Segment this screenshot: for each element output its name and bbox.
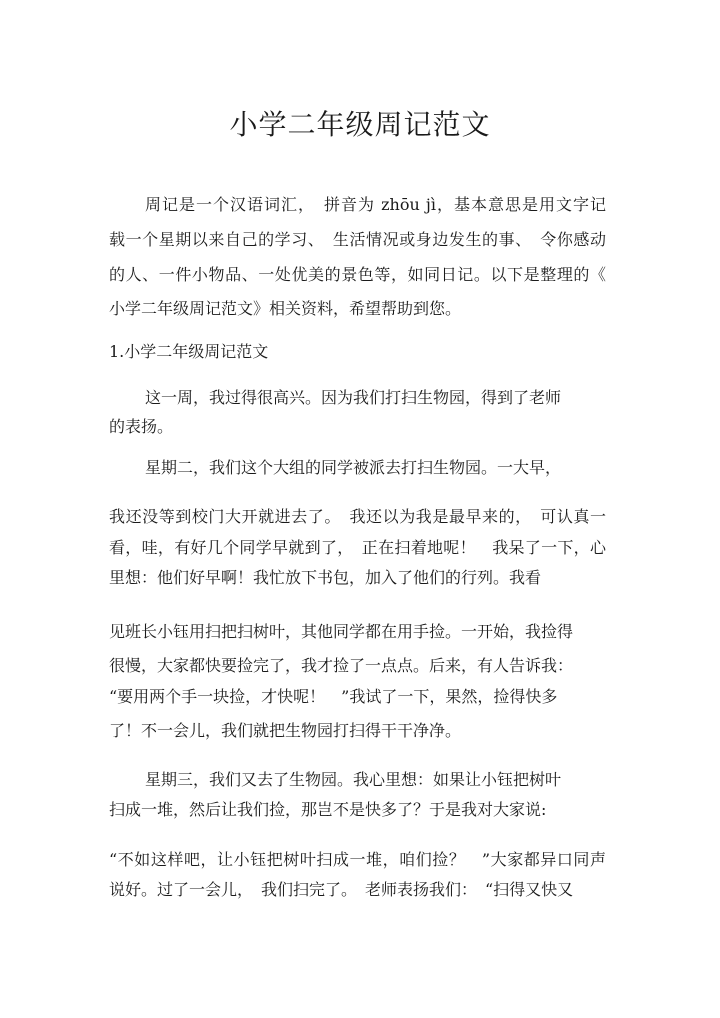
body-line: 了！不一会儿，我们就把生物园打扫得干干净净。	[109, 721, 462, 740]
body-line: 的表扬。	[109, 417, 174, 436]
body-line: 见班长小钰用扫把扫树叶，其他同学都在用手捡。一开始，我捡得	[109, 622, 574, 641]
intro-line: 载一个星期以来自己的学习、 生活情况或身边发生的事、 令你感动	[109, 230, 606, 249]
intro-line: 小学二年级周记范文》相关资料，希望帮助到您。	[109, 299, 462, 318]
document-title: 小学二年级周记范文	[229, 108, 491, 141]
body-line: 很慢，大家都快要捡完了，我才捡了一点点。后来，有人告诉我：	[109, 656, 574, 675]
body-line: 这一周，我过得很高兴。因为我们打扫生物园，得到了老师	[145, 388, 562, 407]
intro-line: 的人、一件小物品、一处优美的景色等，如同日记。以下是整理的《	[109, 265, 606, 284]
body-line: “要用两个手一块捡，才快呢！ ”我试了一下，果然，捡得快多	[109, 687, 558, 706]
body-line: 里想：他们好早啊！我忙放下书包，加入了他们的行列。我看	[109, 568, 542, 587]
intro-line: 周记是一个汉语词汇， 拼音为 zhōu jì，基本意思是用文字记	[145, 195, 606, 214]
body-line: 扫成一堆，然后让我们捡，那岂不是快多了？于是我对大家说:	[109, 800, 547, 819]
body-line: 说好。过了一会儿， 我们扫完了。 老师表扬我们： “扫得又快又	[109, 880, 574, 899]
body-line: 看，哇，有好几个同学早就到了， 正在扫着地呢！ 我呆了一下，心	[109, 538, 606, 557]
body-line: 星期三，我们又去了生物园。我心里想：如果让小钰把树叶	[145, 770, 562, 789]
body-line: 我还没等到校门大开就进去了。 我还以为我是最早来的， 可认真一	[109, 507, 606, 526]
body-line: “不如这样吧，让小钰把树叶扫成一堆，咱们捡？ ”大家都异口同声	[109, 850, 606, 869]
section-heading: 1.小学二年级周记范文	[109, 342, 269, 361]
body-line: 星期二，我们这个大组的同学被派去打扫生物园。一大早，	[145, 458, 562, 477]
